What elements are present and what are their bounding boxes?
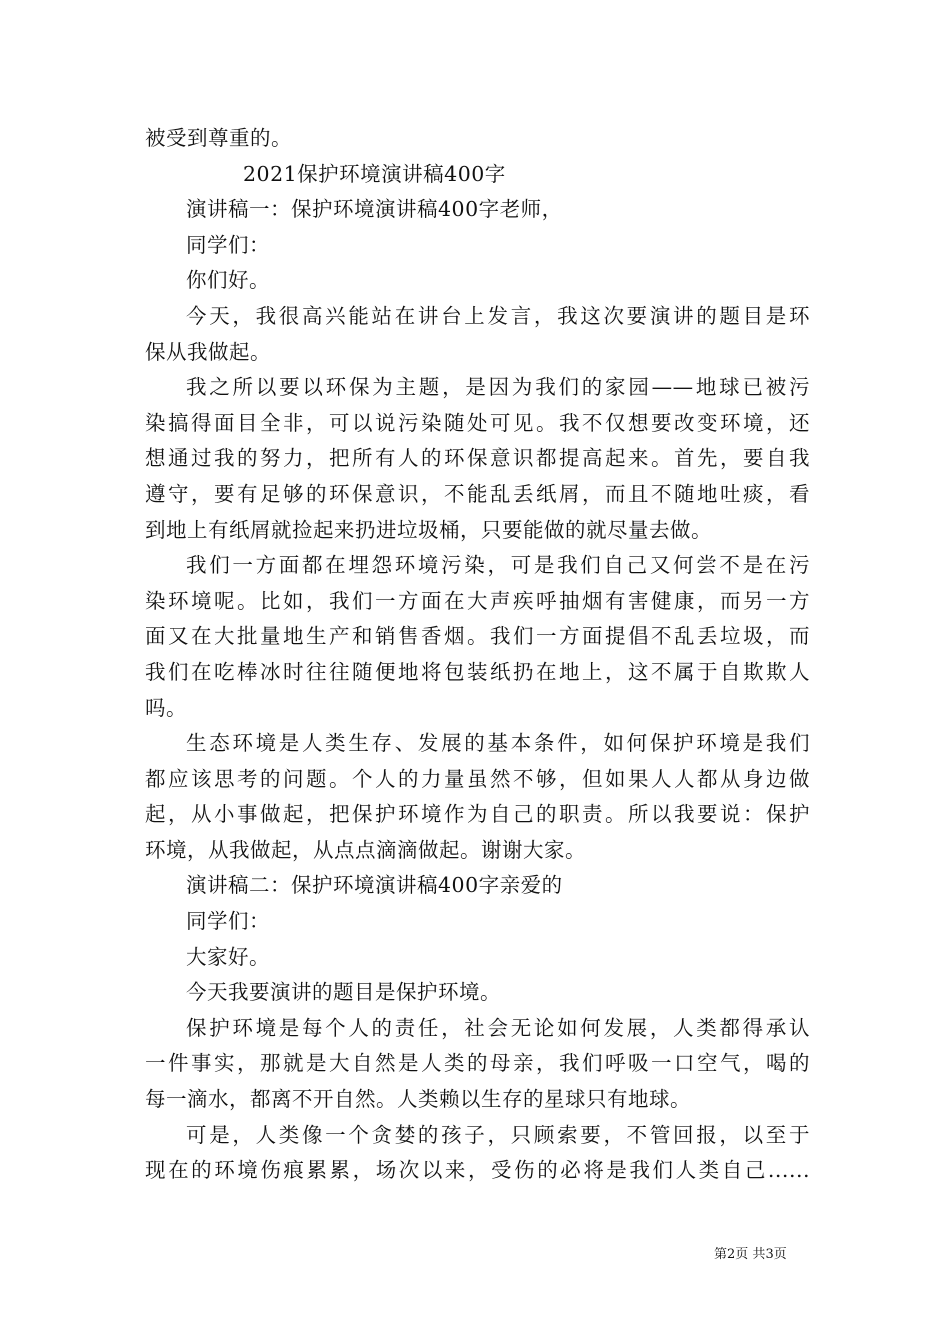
text-line: 被受到尊重的。 bbox=[145, 126, 292, 150]
text-line: 现在的环境伤痕累累，场次以来，受伤的必将是我们人类自己...... bbox=[145, 1158, 810, 1183]
text-line: 环境，从我做起，从点点滴滴做起。谢谢大家。 bbox=[145, 837, 586, 862]
footer-prefix: 第 bbox=[714, 1247, 728, 1262]
footer-total-pages: 3 bbox=[765, 1247, 774, 1262]
text-line: 我之所以要以环保为主题，是因为我们的家园——地球已被污 bbox=[186, 375, 810, 400]
text-line: 我们一方面都在埋怨环境污染，可是我们自己又何尝不是在污 bbox=[186, 553, 810, 578]
text-line: 保护环境是每个人的责任，社会无论如何发展，人类都得承认 bbox=[186, 1015, 810, 1040]
text-line: 想通过我的努力，把所有人的环保意识都提高起来。首先，要自我 bbox=[145, 446, 810, 471]
text-line: 演讲稿一：保护环境演讲稿400字老师， bbox=[186, 197, 563, 222]
text-line: 今天，我很高兴能站在讲台上发言，我这次要演讲的题目是环 bbox=[186, 303, 810, 328]
text-line: 同学们： bbox=[186, 909, 270, 934]
page-number-indicator bbox=[714, 1246, 787, 1264]
text-line: 遵守，要有足够的环保意识，不能乱丢纸屑，而且不随地吐痰，看 bbox=[145, 481, 810, 506]
text-line: 染搞得面目全非，可以说污染随处可见。我不仅想要改变环境，还 bbox=[145, 410, 810, 435]
text-line: 我们在吃棒冰时往往随便地将包装纸扔在地上，这不属于自欺欺人 bbox=[145, 659, 810, 684]
text-line: 你们好。 bbox=[186, 268, 270, 293]
text-line: 同学们： bbox=[186, 232, 270, 257]
footer-suffix: 页 bbox=[773, 1247, 787, 1262]
text-line: 今天我要演讲的题目是保护环境。 bbox=[186, 980, 501, 1005]
text-line: 可是，人类像一个贪婪的孩子，只顾索要，不管回报，以至于 bbox=[186, 1122, 810, 1147]
text-line: 生态环境是人类生存、发展的基本条件，如何保护环境是我们 bbox=[186, 731, 810, 756]
document-title: 2021保护环境演讲稿400字 bbox=[243, 161, 506, 186]
text-line: 每一滴水，都离不开自然。人类赖以生存的星球只有地球。 bbox=[145, 1087, 691, 1112]
text-line: 演讲稿二：保护环境演讲稿400字亲爱的 bbox=[186, 873, 563, 898]
text-line: 保从我做起。 bbox=[145, 339, 271, 364]
text-line: 起，从小事做起，把保护环境作为自己的职责。所以我要说：保护 bbox=[145, 802, 810, 827]
text-line: 都应该思考的问题。个人的力量虽然不够，但如果人人都从身边做 bbox=[145, 766, 810, 791]
text-line: 面又在大批量地生产和销售香烟。我们一方面提倡不乱丢垃圾，而 bbox=[145, 624, 810, 649]
document-body bbox=[145, 121, 810, 1189]
text-line: 到地上有纸屑就捡起来扔进垃圾桶，只要能做的就尽量去做。 bbox=[145, 517, 712, 542]
text-line: 一件事实，那就是大自然是人类的母亲，我们呼吸一口空气，喝的 bbox=[145, 1051, 810, 1076]
footer-middle: 页 共 bbox=[735, 1247, 766, 1262]
text-line: 大家好。 bbox=[186, 944, 270, 969]
text-line: 吗。 bbox=[145, 695, 187, 720]
footer-current-page: 2 bbox=[727, 1247, 736, 1262]
text-line: 染环境呢。比如，我们一方面在大声疾呼抽烟有害健康，而另一方 bbox=[145, 588, 810, 613]
